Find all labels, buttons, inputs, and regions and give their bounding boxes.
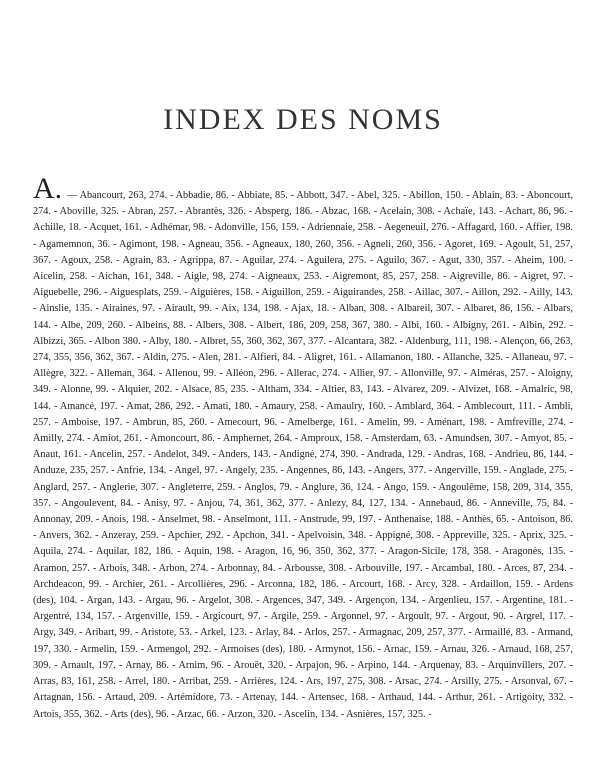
- index-entries: Abancourt, 263, 274. - Abbadie, 86. - Abbiate, 85. - Abbott, 347. - Abel, 325. - Abillon, 150. - Ablain, 83. - Aboncourt, 274. - Aboville, 325. - Abran, 257. - Abrantès, 326. - Absperg, 186. - Abzac, 168. - Acelain, 308. - Achaïe, 143. - Achart, 86, 96. - Achille, 18. - Acquet, 161. - Adhémar, 98. - Adonville, 156, 159. - Adriennaie, 258. - Aegeneuil, 276. - Affagard, 160. - Affier, 198. - Agamemnon, 36. - Agimont, 198. - Agneau, 356. - Agneaux, 180, 260, 356. - Agneli, 260, 356. - Agoret, 169. - Agoult, 51, 257, 367. - Agoux, 258. - Agrain, 83. - Agrippa, 87. - Aguilar, 274. - Aguilera, 275. - Aguilo, 367. - Agut, 330, 357. - Aheim, 100. - Aicelin, 258. - Aichan, 161, 348. - Aigle, 98, 274. - Aigneaux, 253. - Aigremont, 85, 257, 258. - Aigreville, 86. - Aigret, 97. - Aiguebelle, 296. - Aiguesplats, 259. - Aiguières, 158. - Aiguillon, 259. - Aiguirandes, 258. - Aillac, 307. - Aillon, 292. - Ailly, 143. - Ainslie, 135. - Airaines, 97. - Airault, 99. - Aix, 134, 198. - Ajax, 18. - Alban, 308. - Albareil, 307. - Albaret, 86, 156. - Albars, 144. - Albe, 209, 260. - Albeins, 88. - Albers, 308. - Albert, 186, 209, 258, 367, 380. - Albi, 160. - Albigny, 261. - Albin, 292. - Albizzi, 365. - Albon 380. - Alby, 180. - Albret, 55, 360, 362, 367, 377. - Alcantara, 382. - Aldenburg, 111, 198. - Alençon, 66, 263, 274, 355, 356, 362, 367. - Aldin, 275. - Alen, 281. - Alfieri, 84. - Aligret, 161. - Allamanon, 180. - Allanche, 325. - Allaneau, 97. - Allègre, 322. - Alleman, 364. - Allenou, 99. - Alléon, 296. - Allerac, 274. - Allier, 97. - Allonville, 97. - Alméras, 257. - Aloigny, 349. - Alonne, 99. - Alquier, 202. - Alsace, 85, 235. - Altham, 334. - Altier, 83, 143. - Alvarez, 209. - Alvizet, 168. - Amalric, 98, 144. - Amancé, 197. - Amat, 286, 292. - Amati, 180. - Amaury, 258. - Amaulry, 160. - Amblard, 364. - Amblecourt, 111. - Ambli, 257. - Amboise, 197. - Ambrun, 85, 260. - Amecourt, 96. - Amelberge, 161. - Amelin, 99. - Aménart, 198. - Amfreville, 274. - Amilly, 274. - Amiot, 261. - Amoncourt, 86. - Amphernet, 264. - Amproux, 158. - Amsterdam, 63. - Amundsen, 307. - Amyot, 85. - Anaut, 161. - Ancelin, 257. - Andelot, 349. - Anders, 143. - Andigné, 274, 390. - Andrada, 129. - Andras, 168. - Andrieu, 86, 144. - Anduze, 235, 257. - Anfrie, 134. - Angel, 97. - Angely, 235. - Angennes, 86, 143. - Angers, 377. - Angerville, 159. - Anglade, 275. - Anglard, 257. - Anglerie, 307. - Angleterre, 259. - Anglos, 79. - Anglure, 36, 124. - Ango, 159. - Angoulême, 158, 209, 314, 355, 357. - Angoulevent, 84. - Anisy, 97. - Anjou, 74, 361, 362, 377. - Anlezy, 84, 127, 134. - Annebaud, 86. - Anneville, 75, 84. - Annonay, 209. - Anois, 198. - Anselmet, 98. - Anselmont, 111. - Anstrude, 99, 197. - Anthenaise, 188. - Anthès, 65. - Antoison, 86. - Anvers, 362. - Anzeray, 259. - Apchier, 292. - Apchon, 341. - Apelvoisin, 348. - Appigné, 308. - Appreville, 325. - Aprix, 325. - Aquila, 274. - Aquilar, 182, 186. - Aquin, 198. - Aragon, 16, 96, 350, 362, 377. - Aragon-Sicile, 178, 358. - Aragonès, 135. - Aramon, 257. - Arbois, 348. - Arbon, 274. - Arbonnay, 84. - Arbousse, 308. - Arbouville, 197. - Arcambal, 180. - Arces, 87, 234. - Archdeacon, 99. - Archier, 261. - Arcollières, 296. - Arconna, 182, 186. - Arcourt, 168. - Arcy, 328. - Ardaillon, 159. - Ardens (des), 104. - Argan, 143. - Argau, 96. - Argelot, 308. - Argences, 347, 349. - Argençon, 134. - Argenlieu, 157. - Argentine, 181. - Argentré, 134, 157. - Argenville, 159. - Argicourt, 97. - Argile, 259. - Argonnel, 97. - Argoult, 97. - Argout, 90. - Argrel, 117. - Argy, 349. - Aribart, 99. - Aristote, 53. - Arkel, 123. - Arlay, 84. - Arlos, 257. - Armagnac, 209, 257, 377. - Armaillé, 83. - Armand, 197, 330. - Armelin, 159. - Armengol, 292. - Armoises (des), 180. - Armynot, 156. - Arnac, 159. - Arnau, 326. - Arnaud, 168, 257, 309. - Arnault, 197. - Arnay, 86. - Arnim, 96. - Arouët, 320. - Arpajon, 96. - Arpino, 144. - Arquenay, 83. - Arquinvillers, 207. - Arras, 83, 161, 258. - Arrel, 180. - Arribat, 259. - Arrières, 124. - Ars, 197, 275, 308. - Arsac, 274. - Arsilly, 275. - Arsonval, 67. - Artagnan, 156. - Artaud, 209. - Artémidore, 73. - Artenay, 144. - Artensec, 168. - Arthaud, 144. - Arthur, 261. - Artigoity, 332. - Artois, 355, 362. - Arts (des), 96. - Arzac, 66. - Arzon, 320. - Ascelin, 134. - Asnières, 157, 325. -: [33, 190, 574, 720]
- section-letter: A.: [33, 172, 63, 205]
- lead-separator: —: [64, 190, 80, 201]
- index-body: [33, 172, 574, 723]
- page-title: INDEX DES NOMS: [163, 103, 443, 136]
